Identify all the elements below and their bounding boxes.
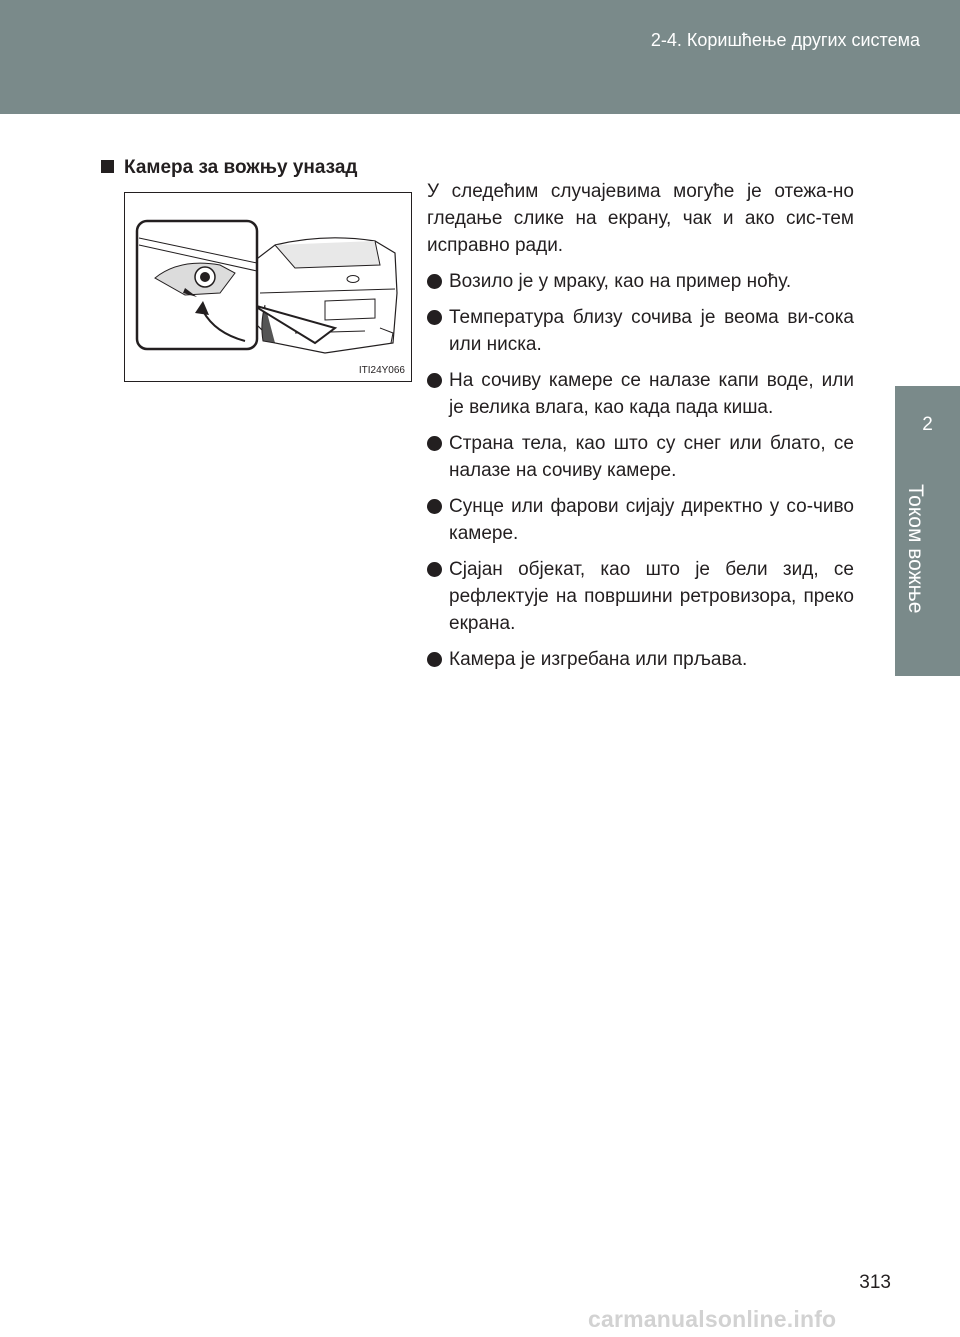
side-tab-number: 2 [922, 414, 933, 435]
bullet-dot-icon [427, 499, 442, 514]
list-item-text: Сјајан објекат, као што је бели зид, се рефлектује на површини ретровизора, преко екрана. [449, 559, 854, 634]
bullet-dot-icon [427, 373, 442, 388]
bullet-dot-icon [427, 562, 442, 577]
list-item [427, 646, 854, 673]
list-item [427, 430, 854, 484]
list-item [427, 304, 854, 358]
list-item-text: Страна тела, као што су снег или блато, се налазе на сочиву камере. [449, 433, 854, 481]
list-item-text: На сочиву камере се налазе капи воде, или је велика влага, као када пада киша. [449, 370, 854, 418]
rear-camera-illustration [124, 192, 412, 382]
intro-paragraph: У следећим случајевима могуће је отежа-но гледање слике на екрану, чак и ако сис-тем исправно ради. [427, 181, 854, 256]
content-column [427, 178, 854, 682]
header-bar [0, 0, 960, 114]
list-item-text: Температура близу сочива је веома ви-сока или ниска. [449, 307, 854, 355]
list-item [427, 367, 854, 421]
bullet-dot-icon [427, 274, 442, 289]
side-tab-title: Током вожње [904, 484, 927, 614]
side-tab [895, 386, 960, 676]
bullet-dot-icon [427, 436, 442, 451]
watermark: carmanualsonline.info [588, 1306, 837, 1332]
square-bullet-icon [101, 160, 114, 173]
car-rear-drawing [125, 193, 412, 382]
list-item [427, 268, 854, 295]
list-item-text: Камера је изгребана или прљава. [449, 649, 748, 670]
bullet-dot-icon [427, 652, 442, 667]
chapter-heading: 2-4. Коришћење других система [650, 30, 920, 50]
condition-list [427, 268, 854, 673]
section-title [101, 157, 358, 179]
section-title-text: Камера за вожњу уназад [124, 157, 358, 178]
list-item [427, 493, 854, 547]
list-item-text: Сунце или фарови сијају директно у со-чиво камере. [449, 496, 854, 544]
figure-code: ITI24Y066 [358, 365, 405, 376]
list-item [427, 556, 854, 637]
list-item-text: Возило је у мраку, као на пример ноћу. [449, 271, 792, 292]
bullet-dot-icon [427, 310, 442, 325]
page-number: 313 [859, 1272, 891, 1293]
